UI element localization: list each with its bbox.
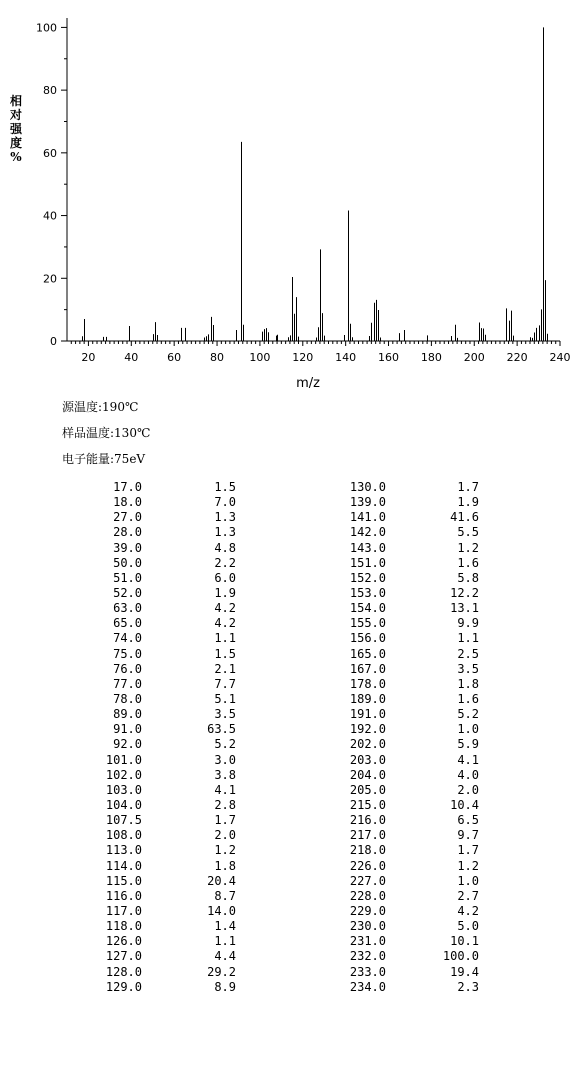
intensity-value: 3.5 — [214, 707, 236, 722]
x-tick-label: 180 — [420, 351, 442, 364]
x-tick-label: 240 — [549, 351, 570, 364]
intensity-value: 1.4 — [214, 919, 236, 934]
table-row — [300, 813, 500, 828]
peak-table-left — [60, 480, 260, 995]
table-row — [60, 556, 260, 571]
axes — [67, 18, 560, 341]
mz-value: 151.0 — [349, 555, 386, 570]
intensity-value: 3.5 — [457, 661, 479, 676]
mz-value: 230.0 — [349, 919, 386, 934]
table-row — [60, 677, 260, 692]
mz-value: 205.0 — [349, 782, 386, 797]
intensity-value: 1.1 — [214, 631, 236, 646]
intensity-value: 1.7 — [214, 813, 236, 828]
table-row — [60, 798, 260, 813]
table-row — [60, 722, 260, 737]
mz-value: 233.0 — [349, 964, 386, 979]
table-row — [60, 692, 260, 707]
y-axis-ticks — [36, 21, 67, 348]
x-tick-label: 220 — [506, 351, 528, 364]
x-tick-label: 120 — [292, 351, 314, 364]
table-row — [60, 707, 260, 722]
table-row — [60, 647, 260, 662]
peak-table-right — [300, 480, 500, 995]
mz-value: 115.0 — [105, 873, 142, 888]
mz-value: 77.0 — [113, 676, 142, 691]
table-row — [60, 934, 260, 949]
intensity-value: 5.8 — [457, 570, 479, 585]
mz-value: 204.0 — [349, 767, 386, 782]
table-row — [60, 631, 260, 646]
table-row — [300, 934, 500, 949]
mz-value: 118.0 — [105, 919, 142, 934]
electron-energy: 电子能量:75eV — [62, 452, 146, 466]
table-row — [60, 813, 260, 828]
table-row — [60, 949, 260, 964]
mz-value: 153.0 — [349, 585, 386, 600]
mz-value: 117.0 — [105, 903, 142, 918]
intensity-value: 1.8 — [214, 858, 236, 873]
y-axis-title-char: 相 — [9, 94, 23, 108]
table-row — [60, 541, 260, 556]
table-row — [300, 919, 500, 934]
mz-value: 139.0 — [349, 495, 386, 510]
table-row — [60, 859, 260, 874]
x-tick-label: 60 — [167, 351, 182, 364]
y-axis-title-char: 强 — [9, 122, 23, 136]
mz-value: 114.0 — [105, 858, 142, 873]
intensity-value: 1.2 — [457, 540, 479, 555]
mz-value: 126.0 — [105, 934, 142, 949]
intensity-value: 1.0 — [457, 873, 479, 888]
table-row — [60, 571, 260, 586]
intensity-value: 4.1 — [214, 782, 236, 797]
table-row — [300, 859, 500, 874]
x-axis-ticks — [71, 341, 570, 364]
mz-value: 50.0 — [113, 555, 142, 570]
intensity-value: 1.7 — [457, 843, 479, 858]
x-tick-label: 20 — [81, 351, 96, 364]
mz-value: 104.0 — [105, 797, 142, 812]
table-row — [300, 647, 500, 662]
x-tick-label: 80 — [210, 351, 225, 364]
intensity-value: 100.0 — [442, 949, 479, 964]
mz-value: 17.0 — [113, 480, 142, 494]
table-row — [60, 828, 260, 843]
table-row — [60, 965, 260, 980]
mz-value: 228.0 — [349, 888, 386, 903]
peaks — [83, 27, 548, 341]
y-tick-label: 80 — [43, 84, 57, 98]
table-row — [300, 586, 500, 601]
mz-value: 217.0 — [349, 828, 386, 843]
mz-value: 51.0 — [113, 570, 142, 585]
mz-value: 129.0 — [105, 979, 142, 994]
mz-value: 142.0 — [349, 525, 386, 540]
mz-value: 226.0 — [349, 858, 386, 873]
table-row — [60, 843, 260, 858]
table-row — [300, 631, 500, 646]
mz-value: 227.0 — [349, 873, 386, 888]
y-tick-label: 20 — [43, 272, 57, 286]
mz-value: 75.0 — [113, 646, 142, 661]
intensity-value: 5.9 — [457, 737, 479, 752]
mz-value: 65.0 — [113, 616, 142, 631]
mz-value: 127.0 — [105, 949, 142, 964]
mz-value: 76.0 — [113, 661, 142, 676]
intensity-value: 1.2 — [457, 858, 479, 873]
table-row — [300, 495, 500, 510]
intensity-value: 8.9 — [214, 979, 236, 994]
intensity-value: 12.2 — [450, 585, 479, 600]
mz-value: 189.0 — [349, 691, 386, 706]
intensity-value: 2.7 — [457, 888, 479, 903]
intensity-value: 10.1 — [450, 934, 479, 949]
table-row — [300, 692, 500, 707]
mz-value: 154.0 — [349, 601, 386, 616]
mz-value: 74.0 — [113, 631, 142, 646]
table-row — [300, 707, 500, 722]
intensity-value: 7.7 — [214, 676, 236, 691]
intensity-value: 41.6 — [450, 510, 479, 525]
table-row — [60, 480, 260, 495]
mz-value: 91.0 — [113, 722, 142, 737]
y-axis-title — [9, 93, 23, 164]
table-row — [300, 889, 500, 904]
mz-value: 215.0 — [349, 797, 386, 812]
table-row — [300, 768, 500, 783]
mz-value: 102.0 — [105, 767, 142, 782]
intensity-value: 2.3 — [457, 979, 479, 994]
mz-value: 78.0 — [113, 691, 142, 706]
intensity-value: 5.5 — [457, 525, 479, 540]
intensity-value: 3.0 — [214, 752, 236, 767]
mz-value: 156.0 — [349, 631, 386, 646]
mz-value: 167.0 — [349, 661, 386, 676]
intensity-value: 14.0 — [207, 903, 236, 918]
table-row — [300, 662, 500, 677]
intensity-value: 2.5 — [457, 646, 479, 661]
mz-value: 108.0 — [105, 828, 142, 843]
intensity-value: 4.8 — [214, 540, 236, 555]
mz-value: 128.0 — [105, 964, 142, 979]
mz-value: 178.0 — [349, 676, 386, 691]
mass-spectrum-chart — [0, 0, 570, 395]
table-row — [300, 904, 500, 919]
intensity-value: 5.2 — [457, 707, 479, 722]
mz-value: 113.0 — [105, 843, 142, 858]
intensity-value: 29.2 — [207, 964, 236, 979]
table-row — [300, 949, 500, 964]
intensity-value: 4.1 — [457, 752, 479, 767]
intensity-value: 1.7 — [457, 480, 479, 494]
x-tick-label: 200 — [463, 351, 485, 364]
intensity-value: 3.8 — [214, 767, 236, 782]
mz-value: 152.0 — [349, 570, 386, 585]
intensity-value: 2.2 — [214, 555, 236, 570]
intensity-value: 1.2 — [214, 843, 236, 858]
intensity-value: 13.1 — [450, 601, 479, 616]
table-row — [60, 753, 260, 768]
table-row — [60, 874, 260, 889]
table-row — [60, 510, 260, 525]
table-row — [300, 798, 500, 813]
intensity-value: 8.7 — [214, 888, 236, 903]
table-row — [300, 783, 500, 798]
table-row — [300, 525, 500, 540]
mz-value: 191.0 — [349, 707, 386, 722]
mz-value: 89.0 — [113, 707, 142, 722]
intensity-value: 6.0 — [214, 570, 236, 585]
table-row — [60, 919, 260, 934]
mz-value: 143.0 — [349, 540, 386, 555]
intensity-value: 1.6 — [457, 691, 479, 706]
table-row — [300, 616, 500, 631]
mz-value: 231.0 — [349, 934, 386, 949]
table-row — [300, 737, 500, 752]
mz-value: 232.0 — [349, 949, 386, 964]
table-row — [60, 616, 260, 631]
table-row — [60, 904, 260, 919]
mz-value: 229.0 — [349, 903, 386, 918]
table-row — [60, 737, 260, 752]
table-row — [300, 753, 500, 768]
intensity-value: 4.2 — [214, 616, 236, 631]
table-row — [60, 495, 260, 510]
intensity-value: 2.0 — [214, 828, 236, 843]
intensity-value: 1.5 — [214, 480, 236, 494]
intensity-value: 2.0 — [457, 782, 479, 797]
intensity-value: 1.9 — [457, 495, 479, 510]
mz-value: 202.0 — [349, 737, 386, 752]
mz-value: 218.0 — [349, 843, 386, 858]
mz-value: 141.0 — [349, 510, 386, 525]
y-tick-label: 100 — [36, 21, 57, 35]
intensity-value: 4.4 — [214, 949, 236, 964]
table-row — [60, 768, 260, 783]
table-row — [300, 843, 500, 858]
intensity-value: 4.2 — [214, 601, 236, 616]
intensity-value: 1.6 — [457, 555, 479, 570]
mz-value: 165.0 — [349, 646, 386, 661]
table-row — [300, 556, 500, 571]
mz-value: 116.0 — [105, 888, 142, 903]
mz-value: 203.0 — [349, 752, 386, 767]
intensity-value: 6.5 — [457, 813, 479, 828]
mz-value: 52.0 — [113, 585, 142, 600]
intensity-value: 1.3 — [214, 525, 236, 540]
table-row — [300, 980, 500, 995]
mz-value: 155.0 — [349, 616, 386, 631]
table-row — [60, 980, 260, 995]
y-tick-label: 40 — [43, 209, 57, 223]
mz-value: 27.0 — [113, 510, 142, 525]
table-row — [300, 571, 500, 586]
intensity-value: 2.8 — [214, 797, 236, 812]
y-axis-title-char: 对 — [9, 108, 23, 122]
mz-value: 107.5 — [105, 813, 142, 828]
intensity-value: 1.3 — [214, 510, 236, 525]
intensity-value: 5.0 — [457, 919, 479, 934]
sample-temperature: 样品温度:130℃ — [62, 426, 151, 440]
intensity-value: 1.5 — [214, 646, 236, 661]
intensity-value: 9.9 — [457, 616, 479, 631]
table-row — [300, 874, 500, 889]
y-axis-title-char: 度 — [9, 136, 23, 150]
intensity-value: 2.1 — [214, 661, 236, 676]
intensity-value: 20.4 — [207, 873, 236, 888]
intensity-value: 5.2 — [214, 737, 236, 752]
mz-value: 28.0 — [113, 525, 142, 540]
mz-value: 130.0 — [349, 480, 386, 494]
intensity-value: 1.9 — [214, 585, 236, 600]
source-temperature: 源温度:190℃ — [62, 400, 139, 414]
table-row — [300, 722, 500, 737]
mz-value: 63.0 — [113, 601, 142, 616]
table-row — [300, 601, 500, 616]
intensity-value: 1.1 — [214, 934, 236, 949]
mz-value: 101.0 — [105, 752, 142, 767]
intensity-value: 5.1 — [214, 691, 236, 706]
mz-value: 216.0 — [349, 813, 386, 828]
intensity-value: 19.4 — [450, 964, 479, 979]
table-row — [300, 965, 500, 980]
intensity-value: 4.0 — [457, 767, 479, 782]
mz-value: 39.0 — [113, 540, 142, 555]
x-tick-label: 100 — [249, 351, 271, 364]
table-row — [300, 828, 500, 843]
table-row — [300, 480, 500, 495]
table-row — [60, 662, 260, 677]
x-tick-label: 40 — [124, 351, 139, 364]
intensity-value: 10.4 — [450, 797, 479, 812]
x-tick-label: 160 — [378, 351, 400, 364]
x-tick-label: 140 — [335, 351, 357, 364]
y-tick-label: 0 — [50, 335, 57, 348]
table-row — [300, 510, 500, 525]
intensity-value: 9.7 — [457, 828, 479, 843]
intensity-value: 7.0 — [214, 495, 236, 510]
x-axis-title: m/z — [296, 376, 320, 391]
mz-value: 192.0 — [349, 722, 386, 737]
table-row — [60, 889, 260, 904]
table-row — [60, 525, 260, 540]
mz-value: 92.0 — [113, 737, 142, 752]
mz-value: 18.0 — [113, 495, 142, 510]
table-row — [60, 586, 260, 601]
intensity-value: 1.0 — [457, 722, 479, 737]
mz-value: 103.0 — [105, 782, 142, 797]
mz-value: 234.0 — [349, 979, 386, 994]
y-axis-title-char: % — [10, 150, 22, 164]
table-row — [300, 677, 500, 692]
intensity-value: 1.1 — [457, 631, 479, 646]
table-row — [60, 783, 260, 798]
table-row — [60, 601, 260, 616]
intensity-value: 4.2 — [457, 903, 479, 918]
table-row — [300, 541, 500, 556]
intensity-value: 1.8 — [457, 676, 479, 691]
intensity-value: 63.5 — [207, 722, 236, 737]
y-tick-label: 60 — [43, 146, 57, 160]
